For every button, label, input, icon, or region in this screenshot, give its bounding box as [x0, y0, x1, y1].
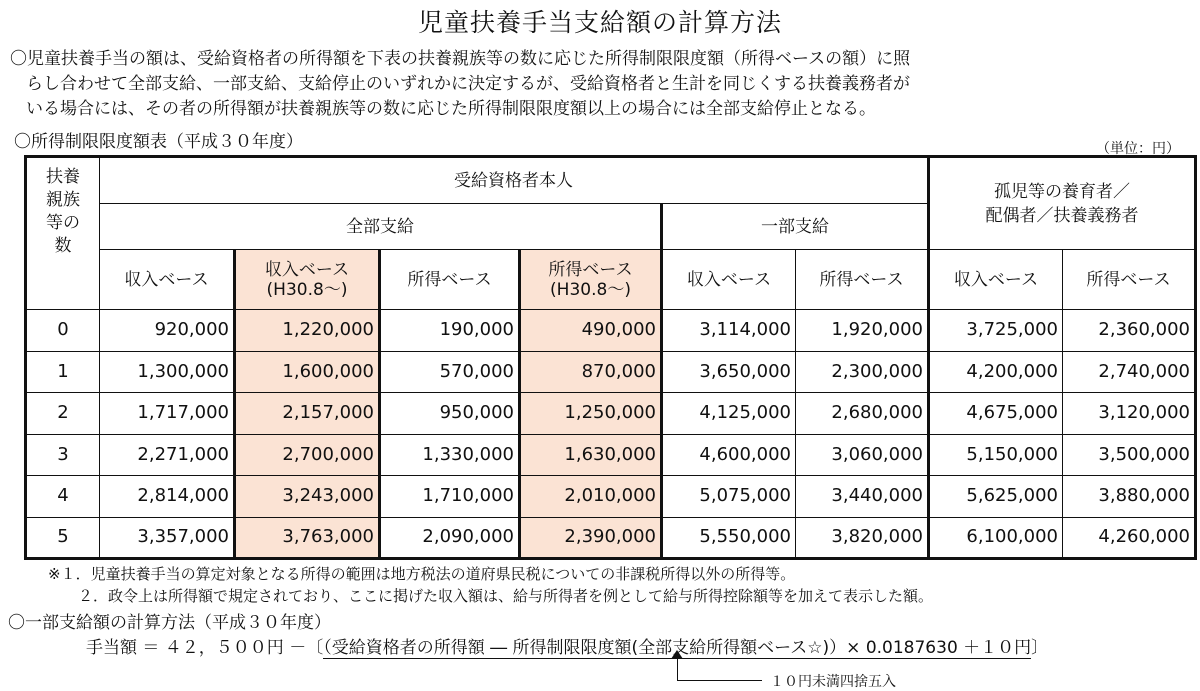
income-base-cell: 2,271,000: [100, 434, 235, 476]
income-base-cell: 920,000: [100, 310, 235, 352]
guardian-earnings-base-cell: 2,740,000: [1063, 351, 1196, 393]
header-income-base-new: 収入ベース (H30.8～): [235, 250, 380, 310]
partial-income-base-cell: 3,114,000: [662, 310, 796, 352]
header-income-base: 収入ベース: [100, 250, 235, 310]
table-row: [26, 434, 1196, 476]
header-guardian-income-base: 収入ベース: [929, 250, 1063, 310]
partial-earnings-base-cell: 1,920,000: [796, 310, 929, 352]
header-full-payment: 全部支給: [100, 204, 662, 250]
dependents-count-cell: 2: [26, 393, 100, 435]
header-dependents: 扶養 親族 等の 数: [26, 157, 100, 310]
rounding-note: １０円未満四捨五入: [770, 674, 896, 690]
partial-calc-formula: [86, 633, 1048, 658]
header-guardian: 孤児等の養育者／ 配偶者／扶養義務者: [929, 157, 1196, 250]
dependents-count-cell: 3: [26, 434, 100, 476]
table-row: [26, 393, 1196, 435]
partial-earnings-base-cell: 3,440,000: [796, 476, 929, 518]
table-row: [26, 310, 1196, 352]
earnings-base-new-cell: 870,000: [520, 351, 662, 393]
formula-inner: （受給資格者の所得額 ― 所得制限限度額(全部支給所得額ベース☆)）× 0.0187630 ＋１０円: [323, 638, 1032, 658]
table-title: 〇所得制限限度額表（平成３０年度）: [14, 132, 303, 152]
arrow-stem: [677, 655, 678, 681]
formula-suffix: 〕: [1031, 638, 1049, 658]
earnings-base-cell: 2,090,000: [380, 517, 520, 559]
header-partial-income-base: 収入ベース: [662, 250, 796, 310]
intro-line: いる場合には、その者の所得額が扶養親族等の数に応じた所得制限限度額以上の場合には全部支給停止となる。: [26, 99, 876, 119]
income-base-cell: 2,814,000: [100, 476, 235, 518]
earnings-base-cell: 1,710,000: [380, 476, 520, 518]
earnings-base-cell: 1,330,000: [380, 434, 520, 476]
table-row: [26, 476, 1196, 518]
guardian-earnings-base-cell: 4,260,000: [1063, 517, 1196, 559]
note-1: ※１．児童扶養手当の算定対象となる所得の範囲は地方税法の道府県民税についての非課税所得以外の所得等。: [48, 565, 796, 583]
earnings-base-new-cell: 1,250,000: [520, 393, 662, 435]
earnings-base-cell: 190,000: [380, 310, 520, 352]
header-partial-earnings-base: 所得ベース: [796, 250, 929, 310]
formula-prefix: 手当額 ＝ ４２，５００円 －〔: [86, 638, 324, 658]
table-row: [26, 351, 1196, 393]
guardian-income-base-cell: 4,675,000: [929, 393, 1063, 435]
header-guardian-earnings-base: 所得ベース: [1063, 250, 1196, 310]
header-earnings-base-new: 所得ベース (H30.8～): [520, 250, 662, 310]
partial-earnings-base-cell: 2,680,000: [796, 393, 929, 435]
partial-income-base-cell: 5,550,000: [662, 517, 796, 559]
partial-earnings-base-cell: 3,060,000: [796, 434, 929, 476]
income-base-new-cell: 1,220,000: [235, 310, 380, 352]
guardian-earnings-base-cell: 3,880,000: [1063, 476, 1196, 518]
income-base-cell: 1,717,000: [100, 393, 235, 435]
dependents-count-cell: 1: [26, 351, 100, 393]
dependents-count-cell: 4: [26, 476, 100, 518]
income-base-cell: 1,300,000: [100, 351, 235, 393]
guardian-earnings-base-cell: 2,360,000: [1063, 310, 1196, 352]
guardian-income-base-cell: 3,725,000: [929, 310, 1063, 352]
guardian-earnings-base-cell: 3,500,000: [1063, 434, 1196, 476]
intro-paragraph: [10, 47, 1190, 122]
intro-line: らし合わせて全部支給、一部支給、支給停止のいずれかに決定するが、受給資格者と生計を同じくする扶養義務者が: [26, 74, 910, 94]
page-title: 児童扶養手当支給額の計算方法: [417, 8, 782, 37]
income-base-new-cell: 1,600,000: [235, 351, 380, 393]
earnings-base-new-cell: 2,010,000: [520, 476, 662, 518]
income-base-new-cell: 2,700,000: [235, 434, 380, 476]
guardian-income-base-cell: 5,625,000: [929, 476, 1063, 518]
partial-income-base-cell: 3,650,000: [662, 351, 796, 393]
partial-income-base-cell: 4,125,000: [662, 393, 796, 435]
earnings-base-new-cell: 2,390,000: [520, 517, 662, 559]
header-earnings-base: 所得ベース: [380, 250, 520, 310]
income-base-new-cell: 2,157,000: [235, 393, 380, 435]
intro-line: 〇児童扶養手当の額は、受給資格者の所得額を下表の扶養親族等の数に応じた所得制限限度額（所得ベースの額）に照: [10, 49, 911, 69]
note-2: ２．政令上は所得額で規定されており、ここに掲げた収入額は、給与所得者を例として給与所得控除額等を加えて表示した額。: [78, 587, 934, 605]
partial-income-base-cell: 4,600,000: [662, 434, 796, 476]
partial-income-base-cell: 5,075,000: [662, 476, 796, 518]
header-partial-payment: 一部支給: [662, 204, 929, 250]
income-limit-table: [24, 155, 1197, 560]
dependents-count-cell: 5: [26, 517, 100, 559]
guardian-income-base-cell: 4,200,000: [929, 351, 1063, 393]
table-row: [26, 517, 1196, 559]
earnings-base-new-cell: 1,630,000: [520, 434, 662, 476]
guardian-earnings-base-cell: 3,120,000: [1063, 393, 1196, 435]
partial-earnings-base-cell: 2,300,000: [796, 351, 929, 393]
arrow-line: [677, 680, 762, 681]
guardian-income-base-cell: 5,150,000: [929, 434, 1063, 476]
unit-label: （単位：円）: [1096, 141, 1180, 157]
guardian-income-base-cell: 6,100,000: [929, 517, 1063, 559]
income-base-cell: 3,357,000: [100, 517, 235, 559]
header-applicant: 受給資格者本人: [100, 157, 929, 204]
dependents-count-cell: 0: [26, 310, 100, 352]
income-base-new-cell: 3,243,000: [235, 476, 380, 518]
earnings-base-new-cell: 490,000: [520, 310, 662, 352]
partial-calc-title: 〇一部支給額の計算方法（平成３０年度）: [8, 613, 331, 633]
earnings-base-cell: 570,000: [380, 351, 520, 393]
earnings-base-cell: 950,000: [380, 393, 520, 435]
income-base-new-cell: 3,763,000: [235, 517, 380, 559]
partial-earnings-base-cell: 3,820,000: [796, 517, 929, 559]
